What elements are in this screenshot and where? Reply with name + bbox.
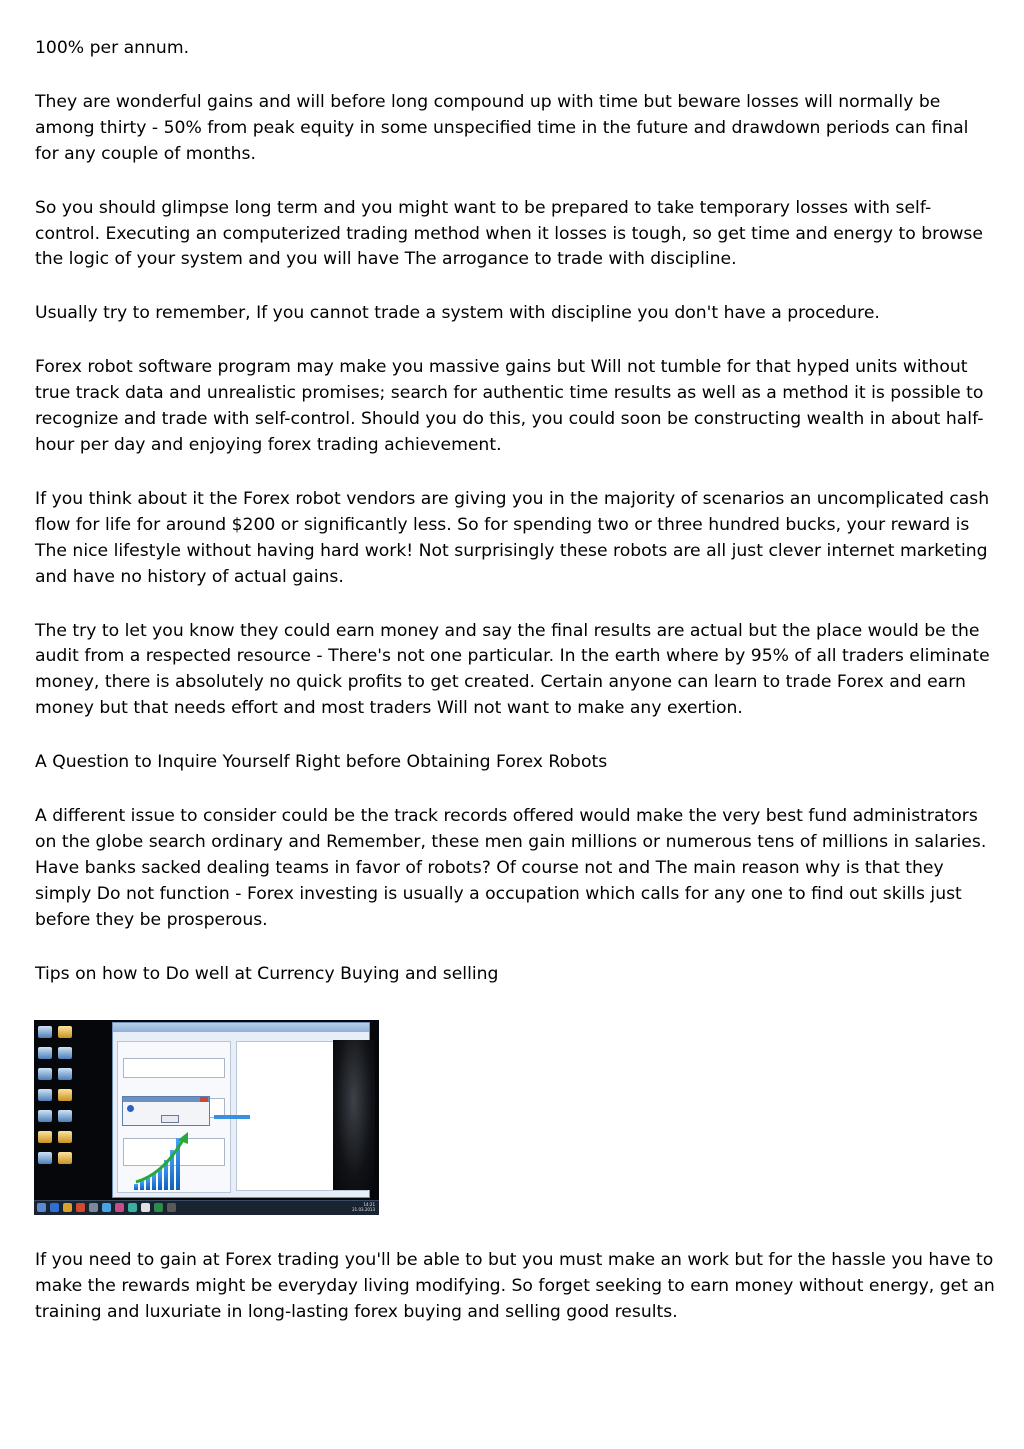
text-field [123,1058,225,1078]
program-icon [58,1110,72,1122]
folder-icon [58,1131,72,1143]
paragraph-5: Forex robot software program may make you massive gains but Will not tumble for that hyped units without true track data and unrealistic promises; search for authentic time results as well as a method it is possible to recognize and trade with self-control. Should you do this, you could soon be constructing wealth in about half-hour per day and enjoying forex trading achievement. [35,357,984,455]
app-icon [128,1203,137,1212]
program-icon [38,1152,52,1164]
embedded-desktop-screenshot [34,1020,379,1215]
robot-wallpaper [333,1040,375,1190]
paragraph-1: 100% per annum. [35,38,190,58]
folder-icon [63,1203,72,1212]
section-heading-tips: Tips on how to Do well at Currency Buying and selling [35,963,499,984]
taskbar [34,1200,379,1215]
app-icon [102,1203,111,1212]
section-heading-question: A Question to Inquire Yourself Right before Obtaining Forex Robots [35,752,608,773]
information-dialog [122,1096,210,1126]
computer-icon [38,1047,52,1059]
app-icon [89,1203,98,1212]
paragraph-7: The try to let you know they could earn money and say the final results are actual but the place would be the audit from a respected resource - There's not one particular. In the earth where by 95% of all traders eliminate money, there is absolutely no quick profits to get created. Certain anyone can learn to trade Forex and earn money but that needs effort and most traders Will not want to make any exertion. [35,620,990,719]
paragraph-6: If you think about it the Forex robot vendors are giving you in the majority of scenarios an uncomplicated cash flow for life for around $200 or significantly less. So for spending two or three hundred bucks, your reward is The nice lifestyle without having hard work! Not surprisingly these robots are all just clever internet marketing and have no history of actual gains. [35,488,990,587]
article-body [35,36,995,1015]
app-icon [58,1047,72,1059]
article-closing [35,1248,995,1354]
app-icon [154,1203,163,1212]
browser-icon [50,1203,59,1212]
folder-icon [58,1089,72,1101]
desktop-icon-column [36,1022,78,1200]
info-icon [127,1105,134,1112]
folder-icon [38,1131,52,1143]
paragraph-8: A different issue to consider could be the track records offered would make the very best fund administrators on the globe search ordinary and Remember, these men gain millions or numerous tens of millions in salaries. Have banks sacked dealing teams in favor of robots? Of course not and The main reason why is that they simply Do not function - Forex investing is usually a occupation which calls for any one to find out skills just before they be prosperous. [35,806,987,930]
recycle-bin-icon [38,1026,52,1038]
folder-icon [58,1026,72,1038]
close-icon [200,1097,208,1102]
clock-date: 21.03.2013 [352,1207,375,1212]
progress-bar [214,1115,250,1119]
qr-code-icon [38,1089,52,1101]
app-icon [76,1203,85,1212]
trend-arrow [134,1130,194,1190]
app-icon [141,1203,150,1212]
clock-time: 14:21 [363,1202,375,1207]
shortcut-icon [38,1110,52,1122]
window-titlebar [113,1023,369,1032]
dialog-titlebar [123,1097,209,1102]
document-icon [38,1068,52,1080]
taskbar-clock [352,1202,375,1212]
start-icon [37,1203,46,1212]
app-icon [115,1203,124,1212]
paragraph-4: Usually try to remember, If you cannot trade a system with discipline you don't have a procedure. [35,303,880,324]
paragraph-2: They are wonderful gains and will before long compound up with time but beware losses will normally be among thirty - 50% from peak equity in some unspecified time in the future and drawdown periods can final for any couple of months. [35,91,969,164]
closing-paragraph: If you need to gain at Forex trading you'll be able to but you must make an work but for the hassle you have to make the rewards might be everyday living modifying. So forget seeking to earn money without energy, get an training and luxuriate in long-lasting forex buying and selling good results. [35,1250,995,1322]
settings-icon [58,1068,72,1080]
ok-button [161,1115,179,1123]
app-icon [167,1203,176,1212]
folder-icon [58,1152,72,1164]
growth-bar-chart [134,1130,194,1190]
paragraph-3: So you should glimpse long term and you might want to be prepared to take temporary losses with self-control. Executing an computerized trading method when it losses is tough, so get time and energy to browse the logic of your system and you will have The arrogance to trade with discipline. [35,197,983,270]
